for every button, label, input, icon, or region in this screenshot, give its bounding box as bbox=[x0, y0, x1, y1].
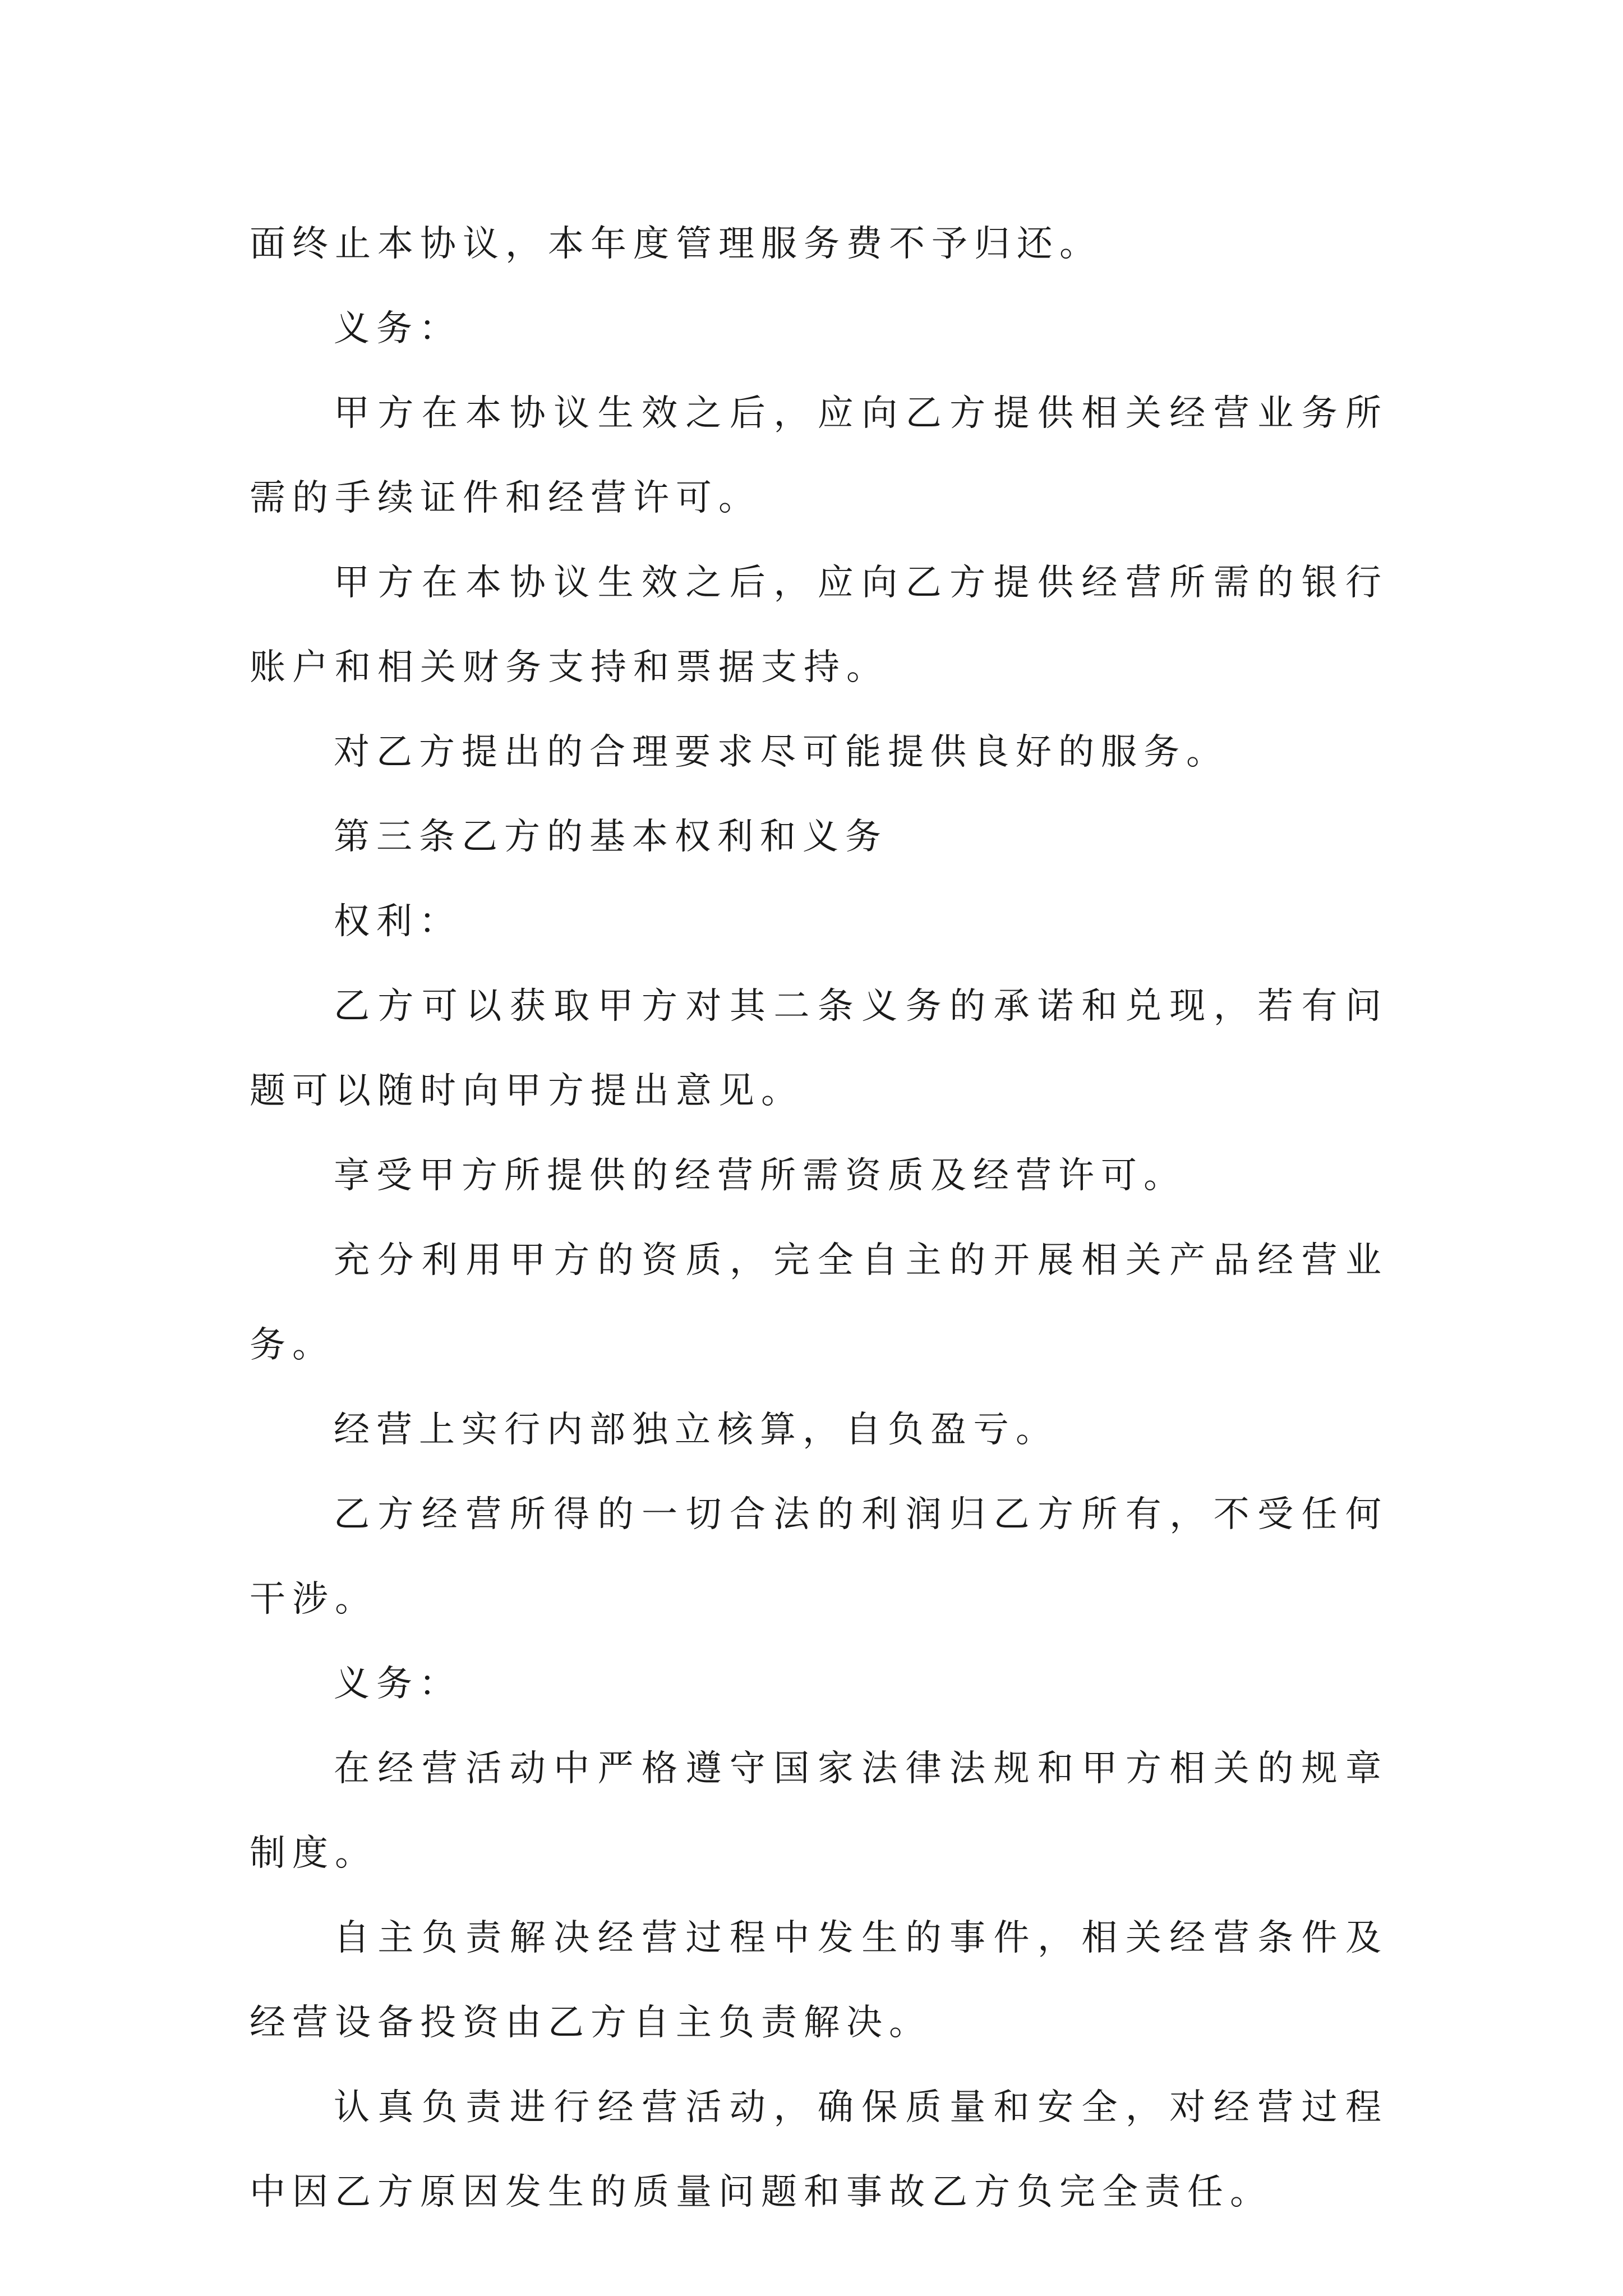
paragraph-rights-heading: 权利： bbox=[334, 901, 462, 942]
section-heading-article-3: 第三条乙方的基本权利和义务 bbox=[334, 816, 888, 858]
document-body bbox=[250, 202, 1388, 2235]
paragraph-obligations-heading: 义务： bbox=[334, 308, 462, 349]
paragraph: 对乙方提出的合理要求尽可能提供良好的服务。 bbox=[334, 731, 1229, 773]
paragraph: 自主负责解决经营过程中发生的事件，相关经营条件及经营设备投资由乙方自主负责解决。 bbox=[250, 1917, 1388, 2044]
paragraph: 乙方经营所得的一切合法的利润归乙方所有，不受任何干涉。 bbox=[250, 1494, 1388, 1620]
paragraph: 甲方在本协议生效之后，应向乙方提供相关经营业务所需的手续证件和经营许可。 bbox=[250, 393, 1388, 519]
paragraph: 认真负责进行经营活动，确保质量和安全，对经营过程中因乙方原因发生的质量问题和事故乙方负完全责任。 bbox=[250, 2087, 1388, 2213]
paragraph: 乙方可以获取甲方对其二条义务的承诺和兑现，若有问题可以随时向甲方提出意见。 bbox=[250, 986, 1388, 1112]
paragraph: 在经营活动中严格遵守国家法律法规和甲方相关的规章制度。 bbox=[250, 1748, 1388, 1874]
paragraph: 经营上实行内部独立核算，自负盈亏。 bbox=[334, 1409, 1058, 1451]
paragraph-continuation: 面终止本协议，本年度管理服务费不予归还。 bbox=[250, 223, 1102, 265]
paragraph: 充分利用甲方的资质，完全自主的开展相关产品经营业务。 bbox=[250, 1240, 1388, 1366]
paragraph: 享受甲方所提供的经营所需资质及经营许可。 bbox=[334, 1155, 1186, 1197]
paragraph-obligations-heading: 义务： bbox=[334, 1663, 462, 1705]
paragraph: 甲方在本协议生效之后，应向乙方提供经营所需的银行账户和相关财务支持和票据支持。 bbox=[250, 562, 1388, 688]
